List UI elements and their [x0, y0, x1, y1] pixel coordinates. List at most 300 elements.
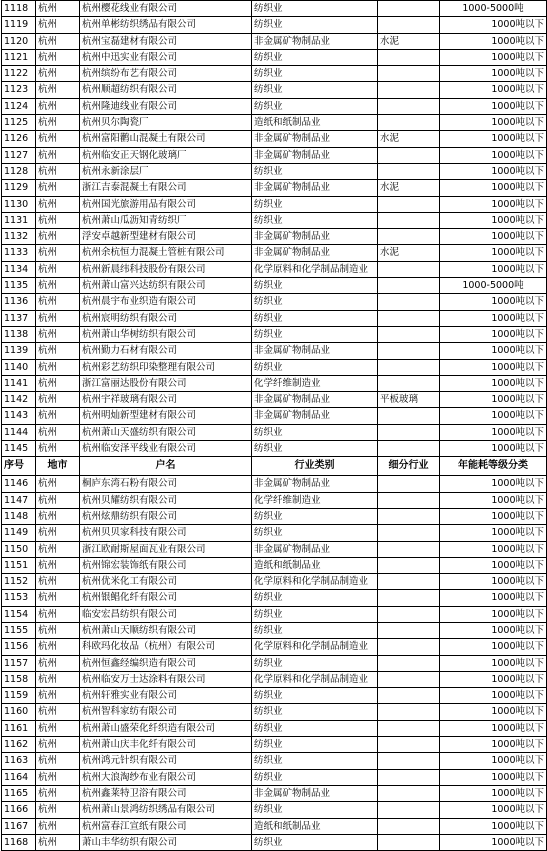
- cell-industry: 纺织业: [252, 294, 378, 310]
- cell-name: 杭州临安万士达涂料有限公司: [80, 671, 252, 687]
- cell-city: 杭州: [36, 392, 80, 408]
- cell-city: 杭州: [36, 147, 80, 163]
- cell-level: 1000吨以下: [440, 17, 547, 33]
- cell-no: 1142: [2, 392, 36, 408]
- cell-name: 杭州明灿新型建材有限公司: [80, 408, 252, 424]
- cell-industry: 纺织业: [252, 1, 378, 17]
- cell-subindustry: [378, 753, 440, 769]
- cell-no: 1154: [2, 606, 36, 622]
- cell-city: 杭州: [36, 310, 80, 326]
- cell-level: 1000吨以下: [440, 590, 547, 606]
- table-row: [2, 508, 547, 524]
- cell-no: 1132: [2, 229, 36, 245]
- cell-city: 杭州: [36, 557, 80, 573]
- cell-industry: 纺织业: [252, 720, 378, 736]
- cell-industry: 非金属矿物制品业: [252, 180, 378, 196]
- cell-city: 杭州: [36, 33, 80, 49]
- cell-city: 杭州: [36, 688, 80, 704]
- cell-industry: 化学原料和化学制品制造业: [252, 671, 378, 687]
- cell-no: 1160: [2, 704, 36, 720]
- cell-subindustry: [378, 655, 440, 671]
- cell-city: 杭州: [36, 196, 80, 212]
- cell-city: 杭州: [36, 639, 80, 655]
- table-row: [2, 261, 547, 277]
- cell-city: 杭州: [36, 525, 80, 541]
- cell-industry: 化学纤维制造业: [252, 492, 378, 508]
- cell-level: 1000-5000吨: [440, 1, 547, 17]
- cell-industry: 造纸和纸制品业: [252, 818, 378, 834]
- table-row: [2, 375, 547, 391]
- cell-subindustry: 水泥: [378, 131, 440, 147]
- cell-city: 杭州: [36, 326, 80, 342]
- cell-name: 浙江吉泰混凝土有限公司: [80, 180, 252, 196]
- cell-name: 杭州贝贝家科技有限公司: [80, 525, 252, 541]
- cell-name: 萧山丰华纺织有限公司: [80, 834, 252, 850]
- cell-level: 1000吨以下: [440, 66, 547, 82]
- cell-industry: 纺织业: [252, 508, 378, 524]
- cell-no: 1151: [2, 557, 36, 573]
- cell-no: 1144: [2, 424, 36, 440]
- cell-level: 1000吨以下: [440, 196, 547, 212]
- cell-subindustry: [378, 278, 440, 294]
- table-row: [2, 49, 547, 65]
- cell-subindustry: [378, 802, 440, 818]
- cell-level: 1000-5000吨: [440, 278, 547, 294]
- cell-industry: 非金属矿物制品业: [252, 392, 378, 408]
- cell-no: 1166: [2, 802, 36, 818]
- cell-name: 杭州富春江宣纸有限公司: [80, 818, 252, 834]
- cell-city: 杭州: [36, 294, 80, 310]
- cell-name: 杭州银鲳化纤有限公司: [80, 590, 252, 606]
- cell-industry: 纺织业: [252, 49, 378, 65]
- cell-subindustry: [378, 622, 440, 638]
- cell-level: 1000吨以下: [440, 82, 547, 98]
- cell-no: 1145: [2, 441, 36, 457]
- cell-industry: 纺织业: [252, 590, 378, 606]
- cell-level: 1000吨以下: [440, 785, 547, 801]
- cell-industry: 非金属矿物制品业: [252, 33, 378, 49]
- table-row: [2, 606, 547, 622]
- cell-industry: 纺织业: [252, 606, 378, 622]
- cell-level: 1000吨以下: [440, 245, 547, 261]
- table-row: [2, 802, 547, 818]
- table-row: [2, 343, 547, 359]
- table-row: [2, 310, 547, 326]
- cell-name: 杭州萧山景鸿纺织绣品有限公司: [80, 802, 252, 818]
- cell-name: 杭州隆迪线业有限公司: [80, 98, 252, 114]
- table-row: [2, 17, 547, 33]
- cell-industry: 纺织业: [252, 802, 378, 818]
- cell-subindustry: [378, 212, 440, 228]
- cell-name: 杭州萧山富兴达纺织有限公司: [80, 278, 252, 294]
- cell-name: 杭州萧山庆丰化纤有限公司: [80, 737, 252, 753]
- cell-no: 1125: [2, 115, 36, 131]
- cell-city: 杭州: [36, 606, 80, 622]
- table-row: [2, 834, 547, 850]
- cell-level: 1000吨以下: [440, 392, 547, 408]
- cell-level: 1000吨以下: [440, 476, 547, 492]
- cell-level: 1000吨以下: [440, 574, 547, 590]
- cell-subindustry: [378, 82, 440, 98]
- table-row: [2, 476, 547, 492]
- cell-industry: 纺织业: [252, 17, 378, 33]
- cell-level: 1000吨以下: [440, 671, 547, 687]
- cell-name: 杭州萧山天顺纺织有限公司: [80, 622, 252, 638]
- cell-name: 浙江富丽达股份有限公司: [80, 375, 252, 391]
- cell-subindustry: [378, 525, 440, 541]
- table-row: [2, 326, 547, 342]
- cell-industry: 纺织业: [252, 66, 378, 82]
- cell-no: 1122: [2, 66, 36, 82]
- cell-industry: 非金属矿物制品业: [252, 541, 378, 557]
- cell-no: 1152: [2, 574, 36, 590]
- cell-city: 杭州: [36, 720, 80, 736]
- cell-level: 1000吨以下: [440, 753, 547, 769]
- cell-name: 杭州单彬纺织绣品有限公司: [80, 17, 252, 33]
- cell-industry: 纺织业: [252, 98, 378, 114]
- table-body-top: [2, 1, 547, 457]
- cell-city: 杭州: [36, 737, 80, 753]
- header-industry: 行业类别: [252, 457, 378, 476]
- cell-subindustry: [378, 557, 440, 573]
- cell-name: 杭州炫鼎纺织有限公司: [80, 508, 252, 524]
- table-row: [2, 1, 547, 17]
- table-row: [2, 704, 547, 720]
- cell-subindustry: [378, 294, 440, 310]
- cell-city: 杭州: [36, 66, 80, 82]
- cell-industry: 纺织业: [252, 359, 378, 375]
- cell-name: 杭州宇祥玻璃有限公司: [80, 392, 252, 408]
- cell-subindustry: [378, 818, 440, 834]
- cell-industry: 纺织业: [252, 769, 378, 785]
- cell-city: 杭州: [36, 476, 80, 492]
- cell-level: 1000吨以下: [440, 147, 547, 163]
- cell-level: 1000吨以下: [440, 688, 547, 704]
- cell-city: 杭州: [36, 424, 80, 440]
- cell-no: 1140: [2, 359, 36, 375]
- cell-subindustry: [378, 492, 440, 508]
- cell-no: 1157: [2, 655, 36, 671]
- table-row: [2, 639, 547, 655]
- cell-name: 杭州宝磊建材有限公司: [80, 33, 252, 49]
- cell-city: 杭州: [36, 671, 80, 687]
- cell-name: 杭州锦宏装饰纸有限公司: [80, 557, 252, 573]
- cell-no: 1143: [2, 408, 36, 424]
- cell-industry: 非金属矿物制品业: [252, 229, 378, 245]
- table-body-bottom: [2, 476, 547, 851]
- cell-no: 1138: [2, 326, 36, 342]
- cell-level: 1000吨以下: [440, 818, 547, 834]
- cell-level: 1000吨以下: [440, 310, 547, 326]
- cell-no: 1165: [2, 785, 36, 801]
- cell-name: 浮安卓越新型建材有限公司: [80, 229, 252, 245]
- table-row: [2, 622, 547, 638]
- cell-industry: 纺织业: [252, 310, 378, 326]
- cell-name: 杭州余杭恒力混凝土管桩有限公司: [80, 245, 252, 261]
- cell-subindustry: [378, 441, 440, 457]
- cell-name: 杭州萧山天盛纺织有限公司: [80, 424, 252, 440]
- cell-name: 杭州顺超纺织有限公司: [80, 82, 252, 98]
- table-row: [2, 294, 547, 310]
- cell-level: 1000吨以下: [440, 508, 547, 524]
- cell-no: 1129: [2, 180, 36, 196]
- cell-city: 杭州: [36, 82, 80, 98]
- cell-level: 1000吨以下: [440, 704, 547, 720]
- table-row: [2, 541, 547, 557]
- cell-level: 1000吨以下: [440, 541, 547, 557]
- cell-no: 1118: [2, 1, 36, 17]
- cell-subindustry: [378, 49, 440, 65]
- energy-table: [1, 0, 547, 851]
- cell-subindustry: 水泥: [378, 33, 440, 49]
- cell-no: 1137: [2, 310, 36, 326]
- cell-city: 杭州: [36, 261, 80, 277]
- header-no: 序号: [2, 457, 36, 476]
- cell-level: 1000吨以下: [440, 98, 547, 114]
- cell-no: 1135: [2, 278, 36, 294]
- cell-subindustry: [378, 326, 440, 342]
- cell-name: 杭州富阳鹳山混凝土有限公司: [80, 131, 252, 147]
- cell-city: 杭州: [36, 753, 80, 769]
- cell-name: 杭州永新涂层厂: [80, 163, 252, 179]
- cell-industry: 非金属矿物制品业: [252, 343, 378, 359]
- cell-no: 1120: [2, 33, 36, 49]
- table-row: [2, 196, 547, 212]
- table-row: [2, 98, 547, 114]
- cell-city: 杭州: [36, 17, 80, 33]
- table-row: [2, 66, 547, 82]
- cell-subindustry: [378, 229, 440, 245]
- cell-industry: 造纸和纸制品业: [252, 557, 378, 573]
- cell-name: 杭州智科家纺有限公司: [80, 704, 252, 720]
- cell-industry: 纺织业: [252, 163, 378, 179]
- cell-no: 1156: [2, 639, 36, 655]
- cell-level: 1000吨以下: [440, 802, 547, 818]
- table-row: [2, 180, 547, 196]
- cell-name: 杭州临安泽平线业有限公司: [80, 441, 252, 457]
- cell-no: 1126: [2, 131, 36, 147]
- header-name: 户名: [80, 457, 252, 476]
- cell-city: 杭州: [36, 834, 80, 850]
- cell-no: 1161: [2, 720, 36, 736]
- cell-subindustry: [378, 688, 440, 704]
- cell-no: 1136: [2, 294, 36, 310]
- cell-industry: 纺织业: [252, 655, 378, 671]
- cell-subindustry: 水泥: [378, 180, 440, 196]
- cell-city: 杭州: [36, 769, 80, 785]
- cell-subindustry: [378, 785, 440, 801]
- cell-no: 1149: [2, 525, 36, 541]
- cell-name: 杭州晨宇布业织造有限公司: [80, 294, 252, 310]
- cell-name: 杭州临安正天钢化玻璃厂: [80, 147, 252, 163]
- cell-no: 1167: [2, 818, 36, 834]
- cell-level: 1000吨以下: [440, 33, 547, 49]
- cell-city: 杭州: [36, 115, 80, 131]
- table-row: [2, 590, 547, 606]
- cell-city: 杭州: [36, 785, 80, 801]
- cell-level: 1000吨以下: [440, 525, 547, 541]
- table-row: [2, 525, 547, 541]
- cell-name: 杭州鑫莱特卫浴有限公司: [80, 785, 252, 801]
- cell-no: 1128: [2, 163, 36, 179]
- cell-no: 1139: [2, 343, 36, 359]
- table-row: [2, 785, 547, 801]
- cell-city: 杭州: [36, 541, 80, 557]
- cell-name: 杭州樱花线业有限公司: [80, 1, 252, 17]
- cell-city: 杭州: [36, 1, 80, 17]
- cell-city: 杭州: [36, 278, 80, 294]
- cell-no: 1168: [2, 834, 36, 850]
- cell-subindustry: [378, 704, 440, 720]
- cell-city: 杭州: [36, 622, 80, 638]
- cell-city: 杭州: [36, 180, 80, 196]
- cell-name: 杭州恒鑫经编织造有限公司: [80, 655, 252, 671]
- cell-subindustry: [378, 196, 440, 212]
- cell-subindustry: [378, 310, 440, 326]
- cell-subindustry: [378, 769, 440, 785]
- cell-no: 1124: [2, 98, 36, 114]
- cell-no: 1133: [2, 245, 36, 261]
- cell-level: 1000吨以下: [440, 49, 547, 65]
- cell-industry: 非金属矿物制品业: [252, 476, 378, 492]
- cell-name: 杭州贝尔陶瓷厂: [80, 115, 252, 131]
- cell-no: 1121: [2, 49, 36, 65]
- cell-level: 1000吨以下: [440, 622, 547, 638]
- cell-subindustry: [378, 17, 440, 33]
- cell-name: 杭州优米化工有限公司: [80, 574, 252, 590]
- table-row: [2, 753, 547, 769]
- cell-city: 杭州: [36, 441, 80, 457]
- cell-level: 1000吨以下: [440, 180, 547, 196]
- cell-level: 1000吨以下: [440, 343, 547, 359]
- cell-industry: 纺织业: [252, 278, 378, 294]
- cell-subindustry: [378, 261, 440, 277]
- table-row: [2, 818, 547, 834]
- cell-city: 杭州: [36, 49, 80, 65]
- cell-no: 1153: [2, 590, 36, 606]
- cell-city: 杭州: [36, 163, 80, 179]
- cell-name: 杭州贝耀纺织有限公司: [80, 492, 252, 508]
- cell-name: 杭州萧山华树纺织有限公司: [80, 326, 252, 342]
- cell-level: 1000吨以下: [440, 229, 547, 245]
- cell-no: 1163: [2, 753, 36, 769]
- cell-industry: 非金属矿物制品业: [252, 147, 378, 163]
- cell-subindustry: [378, 408, 440, 424]
- cell-subindustry: [378, 115, 440, 131]
- cell-industry: 造纸和纸制品业: [252, 115, 378, 131]
- header-level: 年能耗等级分类: [440, 457, 547, 476]
- cell-name: 杭州勤力石材有限公司: [80, 343, 252, 359]
- cell-subindustry: [378, 375, 440, 391]
- cell-city: 杭州: [36, 508, 80, 524]
- header-city: 地市: [36, 457, 80, 476]
- table-row: [2, 424, 547, 440]
- cell-level: 1000吨以下: [440, 212, 547, 228]
- cell-city: 杭州: [36, 98, 80, 114]
- cell-level: 1000吨以下: [440, 375, 547, 391]
- cell-level: 1000吨以下: [440, 261, 547, 277]
- table-row: [2, 492, 547, 508]
- cell-name: 浙江欧耐斯屋面瓦业有限公司: [80, 541, 252, 557]
- cell-level: 1000吨以下: [440, 769, 547, 785]
- header-subindustry: 细分行业: [378, 457, 440, 476]
- table-row: [2, 82, 547, 98]
- cell-industry: 纺织业: [252, 326, 378, 342]
- cell-level: 1000吨以下: [440, 359, 547, 375]
- cell-industry: 化学纤维制造业: [252, 375, 378, 391]
- cell-industry: 纺织业: [252, 753, 378, 769]
- cell-level: 1000吨以下: [440, 492, 547, 508]
- cell-no: 1131: [2, 212, 36, 228]
- cell-no: 1148: [2, 508, 36, 524]
- cell-industry: 纺织业: [252, 834, 378, 850]
- table-row: [2, 557, 547, 573]
- cell-name: 杭州中迅实业有限公司: [80, 49, 252, 65]
- cell-no: 1162: [2, 737, 36, 753]
- cell-name: 杭州萧山盛荣化纤织造有限公司: [80, 720, 252, 736]
- cell-city: 杭州: [36, 590, 80, 606]
- table-row: [2, 147, 547, 163]
- cell-industry: 非金属矿物制品业: [252, 785, 378, 801]
- cell-name: 杭州国光旅游用品有限公司: [80, 196, 252, 212]
- cell-level: 1000吨以下: [440, 326, 547, 342]
- cell-level: 1000吨以下: [440, 131, 547, 147]
- table-row: [2, 688, 547, 704]
- cell-no: 1134: [2, 261, 36, 277]
- cell-industry: 纺织业: [252, 212, 378, 228]
- cell-industry: 纺织业: [252, 688, 378, 704]
- cell-subindustry: [378, 541, 440, 557]
- cell-name: 杭州缤纷布艺有限公司: [80, 66, 252, 82]
- cell-subindustry: [378, 424, 440, 440]
- cell-name: 杭州萧山瓜沥知青纺织厂: [80, 212, 252, 228]
- table-row: [2, 720, 547, 736]
- cell-name: 杭州新晨纬科技股份有限公司: [80, 261, 252, 277]
- cell-city: 杭州: [36, 359, 80, 375]
- cell-subindustry: 平板玻璃: [378, 392, 440, 408]
- table-row: [2, 163, 547, 179]
- cell-subindustry: [378, 1, 440, 17]
- cell-subindustry: [378, 639, 440, 655]
- cell-level: 1000吨以下: [440, 606, 547, 622]
- cell-level: 1000吨以下: [440, 557, 547, 573]
- cell-subindustry: [378, 737, 440, 753]
- cell-no: 1155: [2, 622, 36, 638]
- cell-city: 杭州: [36, 802, 80, 818]
- cell-name: 杭州鸿元针织有限公司: [80, 753, 252, 769]
- cell-subindustry: [378, 163, 440, 179]
- cell-subindustry: [378, 66, 440, 82]
- cell-city: 杭州: [36, 229, 80, 245]
- table-header: [2, 457, 547, 476]
- cell-no: 1127: [2, 147, 36, 163]
- cell-subindustry: [378, 98, 440, 114]
- table-row: [2, 671, 547, 687]
- cell-level: 1000吨以下: [440, 720, 547, 736]
- table-row: [2, 441, 547, 457]
- cell-name: 临安宏昌纺织有限公司: [80, 606, 252, 622]
- cell-city: 杭州: [36, 375, 80, 391]
- cell-city: 杭州: [36, 574, 80, 590]
- cell-subindustry: [378, 476, 440, 492]
- cell-industry: 纺织业: [252, 424, 378, 440]
- cell-city: 杭州: [36, 818, 80, 834]
- cell-no: 1158: [2, 671, 36, 687]
- header-row: [2, 457, 547, 476]
- table-row: [2, 278, 547, 294]
- cell-subindustry: [378, 606, 440, 622]
- cell-industry: 纺织业: [252, 196, 378, 212]
